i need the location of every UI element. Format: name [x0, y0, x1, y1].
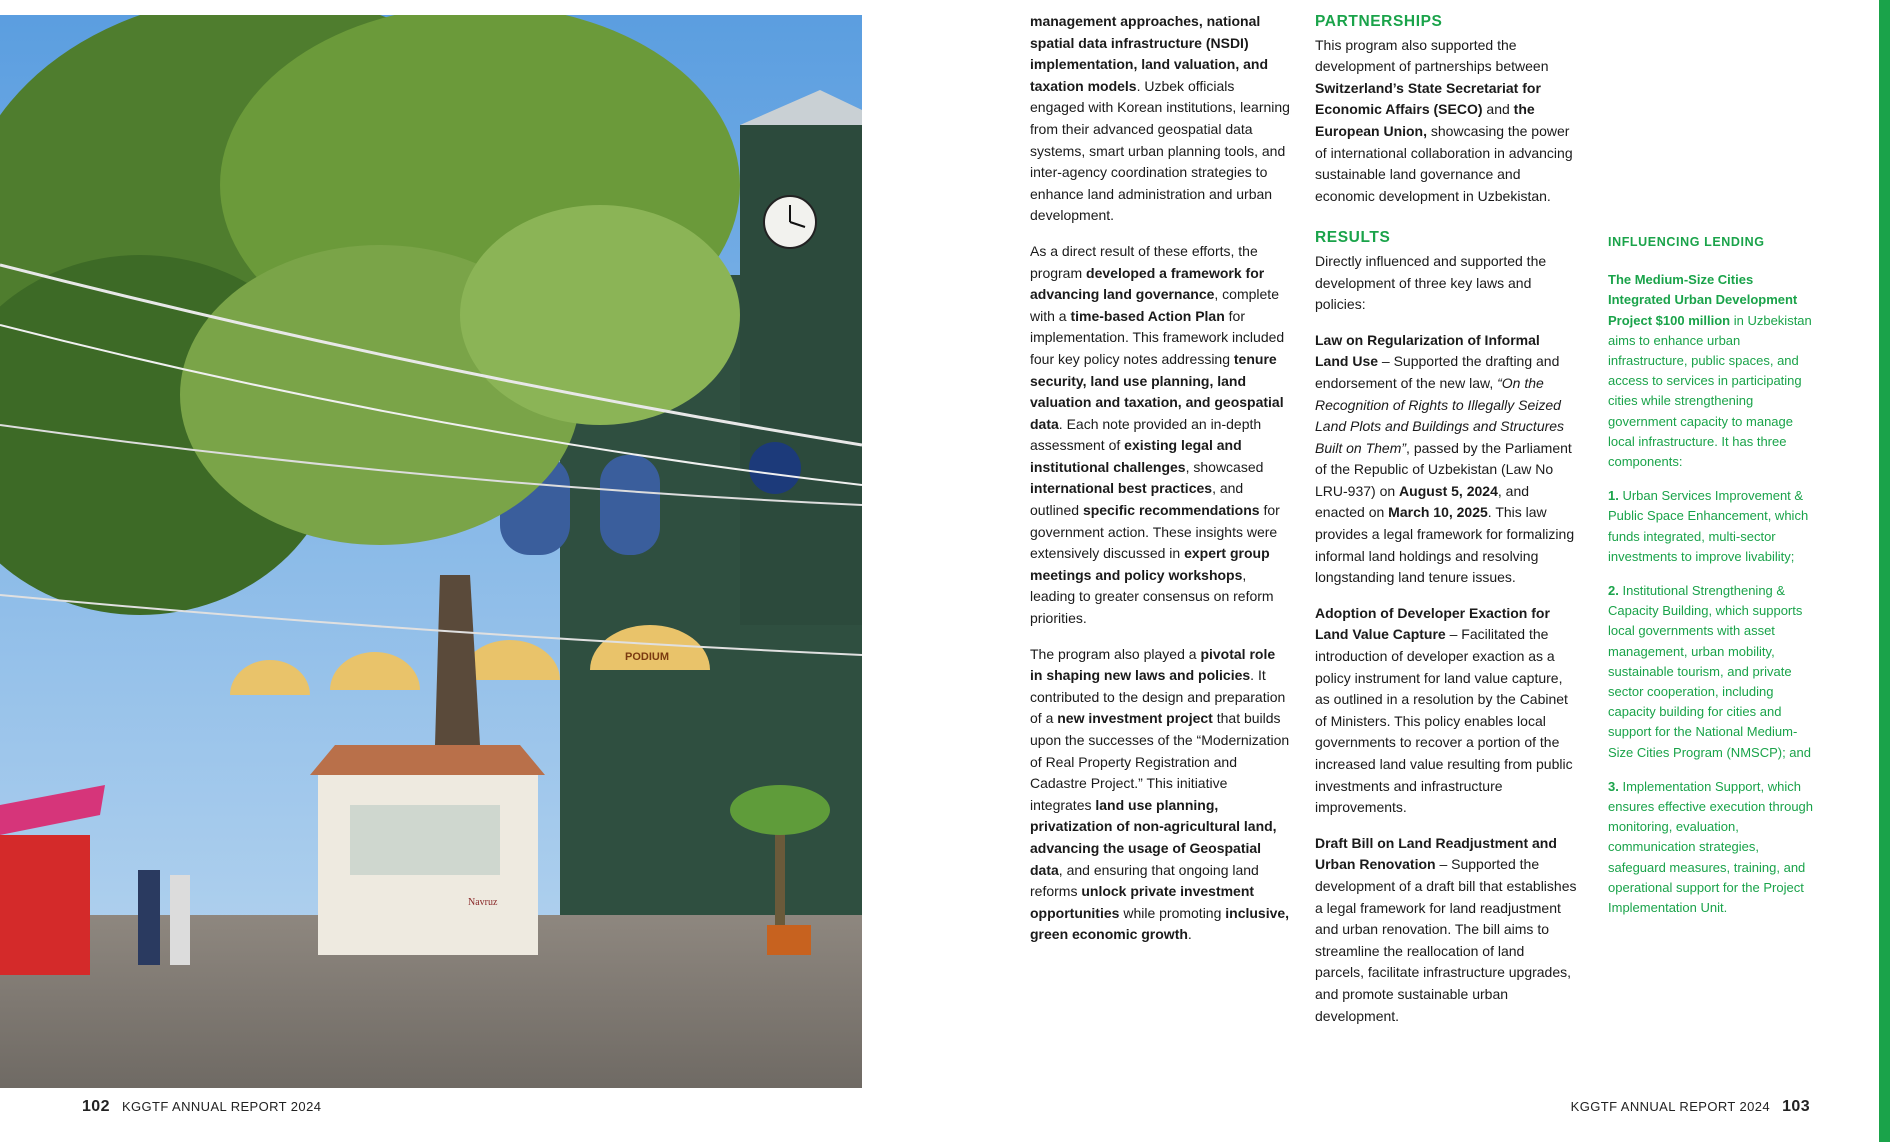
law-item-3: Draft Bill on Land Readjustment and Urban Renovation – Supported the development of a draft bill that establishes a legal framework for land readjustment and urban renovation. The bill aims to streamline the reallocation of land parcels, facilitate infrastructure upgrades, and promote sustainable urban development. [1315, 834, 1577, 1024]
footer-left [82, 1098, 321, 1116]
kiosk-sign: Navruz [468, 897, 498, 908]
results-intro: Directly influenced and supported the development of three key laws and policies: [1315, 252, 1547, 313]
col1-paragraph-1: management approaches, national spatial data infrastructure (NSDI) implementation, land valuation, and taxation models. Uzbek officials engaged with Korean institutions, learning from their advanced geospatial data systems, smart urban planning tools, and inter-agency coordination strategies to enhance land administration and urban development. [1030, 13, 1290, 224]
lending-intro: The Medium-Size Cities Integrated Urban Development Project $100 million in Uzbekistan aims to enhance urban infrastructure, public spaces, and access to services in participating cities while strengthening government capacity to manage local infrastructure. It has three components: [1608, 272, 1812, 470]
component-1: 1. Urban Services Improvement & Public Space Enhancement, which funds integrated, multi-sector investments to improve livability; [1608, 488, 1809, 564]
component-3: 3. Implementation Support, which ensures effective execution through monitoring, evaluation, communication strategies, safeguard measures, training, and operational support for the Project Implementation Unit. [1608, 778, 1814, 916]
influencing-lending-heading: INFLUENCING LENDING [1608, 235, 1765, 249]
page-number-right: 103 [1782, 1098, 1810, 1115]
col1-paragraph-3: The program also played a pivotal role in shaping new laws and policies. It contributed to the design and preparation of a new investment project that builds upon the successes of the “Modernization of Real Property Registration and Cadastre Project.” This initiative integrates land use planning, privatization of non-agricultural land, advancing the usage of Geospatial data, and ensuring that ongoing land reforms unlock private investment opportunities while promoting inclusive, green economic growth. [1030, 645, 1290, 943]
green-edge-bar [1879, 0, 1890, 1142]
partnerships-paragraph: This program also supported the development of partnerships between Switzerland’s State Secretariat for Economic Affairs (SECO) and the European Union, showcasing the power of international collaboration in advancing sustainable land governance and economic development in Uzbekistan. [1315, 36, 1573, 204]
col1-paragraph-2: As a direct result of these efforts, the program developed a framework for advancing land governance, complete with a time-based Action Plan for implementation. This framework included four key policy notes addressing tenure security, land use planning, land valuation and taxation, and geospatial data. Each note provided an in-depth assessment of existing legal and institutional challenges, showcased international best practices, and outlined specific recommendations for government action. These insights were extensively discussed in expert group meetings and policy workshops, leading to greater consensus on reform priorities. [1030, 242, 1285, 627]
footer-right [1571, 1098, 1810, 1116]
street-photo [0, 15, 862, 1088]
column-3-sidebar [1608, 232, 1816, 932]
page-number-left: 102 [82, 1098, 110, 1115]
column-2 [1315, 11, 1577, 1041]
report-title-right: KGGTF ANNUAL REPORT 2024 [1570, 1099, 1771, 1114]
law-item-2: Adoption of Developer Exaction for Land Value Capture – Facilitated the introduction of developer exaction as a policy instrument for land value capture, as outlined in a resolution by the Cabinet of Ministers. This policy enables local governments to recover a portion of the increased land value resulting from public investments and infrastructure improvements. [1315, 604, 1573, 816]
partnerships-heading: PARTNERSHIPS [1315, 13, 1443, 30]
column-1 [1030, 11, 1290, 960]
podium-sign: PODIUM [625, 651, 669, 663]
report-title-left: KGGTF ANNUAL REPORT 2024 [121, 1099, 322, 1114]
results-heading: RESULTS [1315, 229, 1391, 247]
law-item-1: Law on Regularization of Informal Land Use – Supported the drafting and endorsement of the new law, “On the Recognition of Rights to Illegally Seized Land Plots and Buildings and Structures Built on Them”, passed by the Parliament of the Republic of Uzbekistan (Law No LRU-937) on August 5, 2024, and enacted on March 10, 2025. This law provides a legal framework for formalizing informal land holdings and resolving longstanding land tenure issues. [1315, 331, 1575, 586]
component-2: 2. Institutional Strengthening & Capacity Building, which supports local governments with asset management, urban mobility, sustainable tourism, and private sector cooperation, including capacity building for cities and support for the National Medium-Size Cities Program (NMSCP); and [1608, 583, 1811, 760]
